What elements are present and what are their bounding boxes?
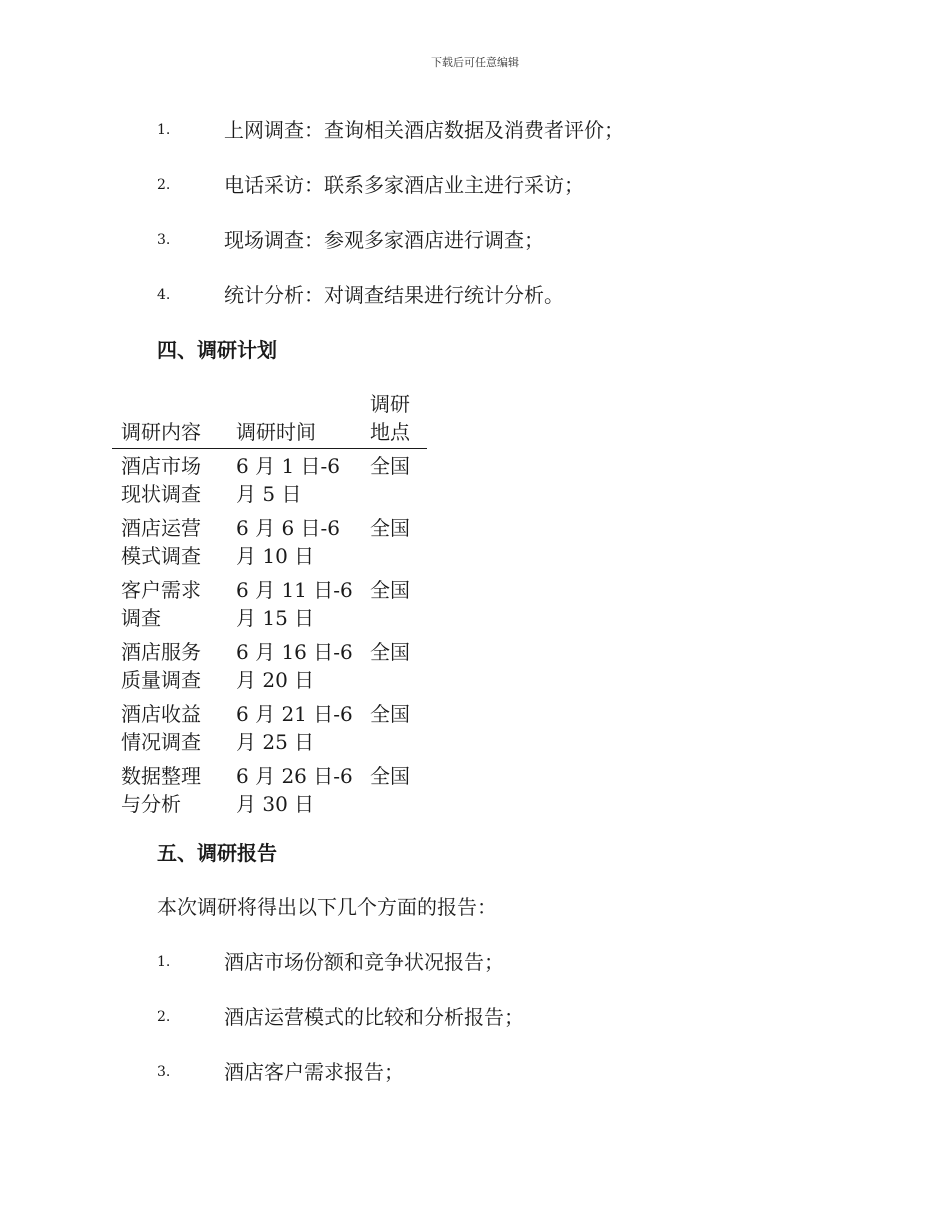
table-header: [112, 390, 427, 449]
list-number: 3.: [157, 232, 171, 248]
cell-time: 6 月 6 日-6 月 10 日: [236, 516, 341, 568]
list-text: 酒店客户需求报告；: [224, 1060, 404, 1084]
table-row: [112, 449, 427, 511]
list-item: [0, 279, 950, 309]
section-title-report: 五、调研报告: [157, 841, 277, 865]
cell-time: 6 月 1 日-6 月 5 日: [236, 454, 341, 506]
cell-content: 酒店市场 现状调查: [121, 454, 201, 506]
report-intro: 本次调研将得出以下几个方面的报告：: [157, 895, 497, 919]
list-item: [0, 946, 950, 976]
header-time: 调研时间: [236, 420, 316, 444]
header-place-line1: 调研: [370, 392, 410, 416]
list-item: [0, 1001, 950, 1031]
table-row: [112, 511, 427, 573]
list-text: 统计分析：对调查结果进行统计分析。: [224, 283, 564, 307]
cell-place: 全国: [370, 702, 410, 726]
cell-content: 数据整理 与分析: [121, 764, 201, 816]
header-content: 调研内容: [121, 420, 201, 444]
cell-place: 全国: [370, 764, 410, 788]
list-text: 上网调查：查询相关酒店数据及消费者评价；: [224, 118, 624, 142]
list-number: 1.: [157, 122, 171, 138]
list-number: 4.: [157, 287, 171, 303]
table-row: [112, 573, 427, 635]
cell-place: 全国: [370, 516, 410, 540]
header-place-line2: 地点: [370, 420, 410, 444]
list-item: [0, 169, 950, 199]
cell-time: 6 月 21 日-6 月 25 日: [236, 702, 353, 754]
list-text: 现场调查：参观多家酒店进行调查；: [224, 228, 544, 252]
table-row: [112, 759, 427, 821]
list-number: 1.: [157, 954, 171, 970]
cell-place: 全国: [370, 640, 410, 664]
list-number: 3.: [157, 1064, 171, 1080]
list-item: [0, 114, 950, 144]
list-item: [0, 224, 950, 254]
cell-place: 全国: [370, 578, 410, 602]
table-row: [112, 697, 427, 759]
list-text: 酒店运营模式的比较和分析报告；: [224, 1005, 524, 1029]
cell-time: 6 月 16 日-6 月 20 日: [236, 640, 353, 692]
cell-content: 酒店运营 模式调查: [121, 516, 201, 568]
list-item: [0, 1056, 950, 1086]
list-number: 2.: [157, 177, 171, 193]
list-text: 电话采访：联系多家酒店业主进行采访；: [224, 173, 584, 197]
cell-time: 6 月 11 日-6 月 15 日: [236, 578, 353, 630]
cell-content: 客户需求 调查: [121, 578, 201, 630]
cell-content: 酒店收益 情况调查: [121, 702, 201, 754]
cell-time: 6 月 26 日-6 月 30 日: [236, 764, 353, 816]
list-text: 酒店市场份额和竞争状况报告；: [224, 950, 504, 974]
table-row: [112, 635, 427, 697]
cell-place: 全国: [370, 454, 410, 478]
section-title-plan: 四、调研计划: [157, 338, 277, 362]
cell-content: 酒店服务 质量调查: [121, 640, 201, 692]
page-header: 下载后可任意编辑: [431, 56, 519, 69]
plan-table: [112, 390, 427, 821]
list-number: 2.: [157, 1009, 171, 1025]
